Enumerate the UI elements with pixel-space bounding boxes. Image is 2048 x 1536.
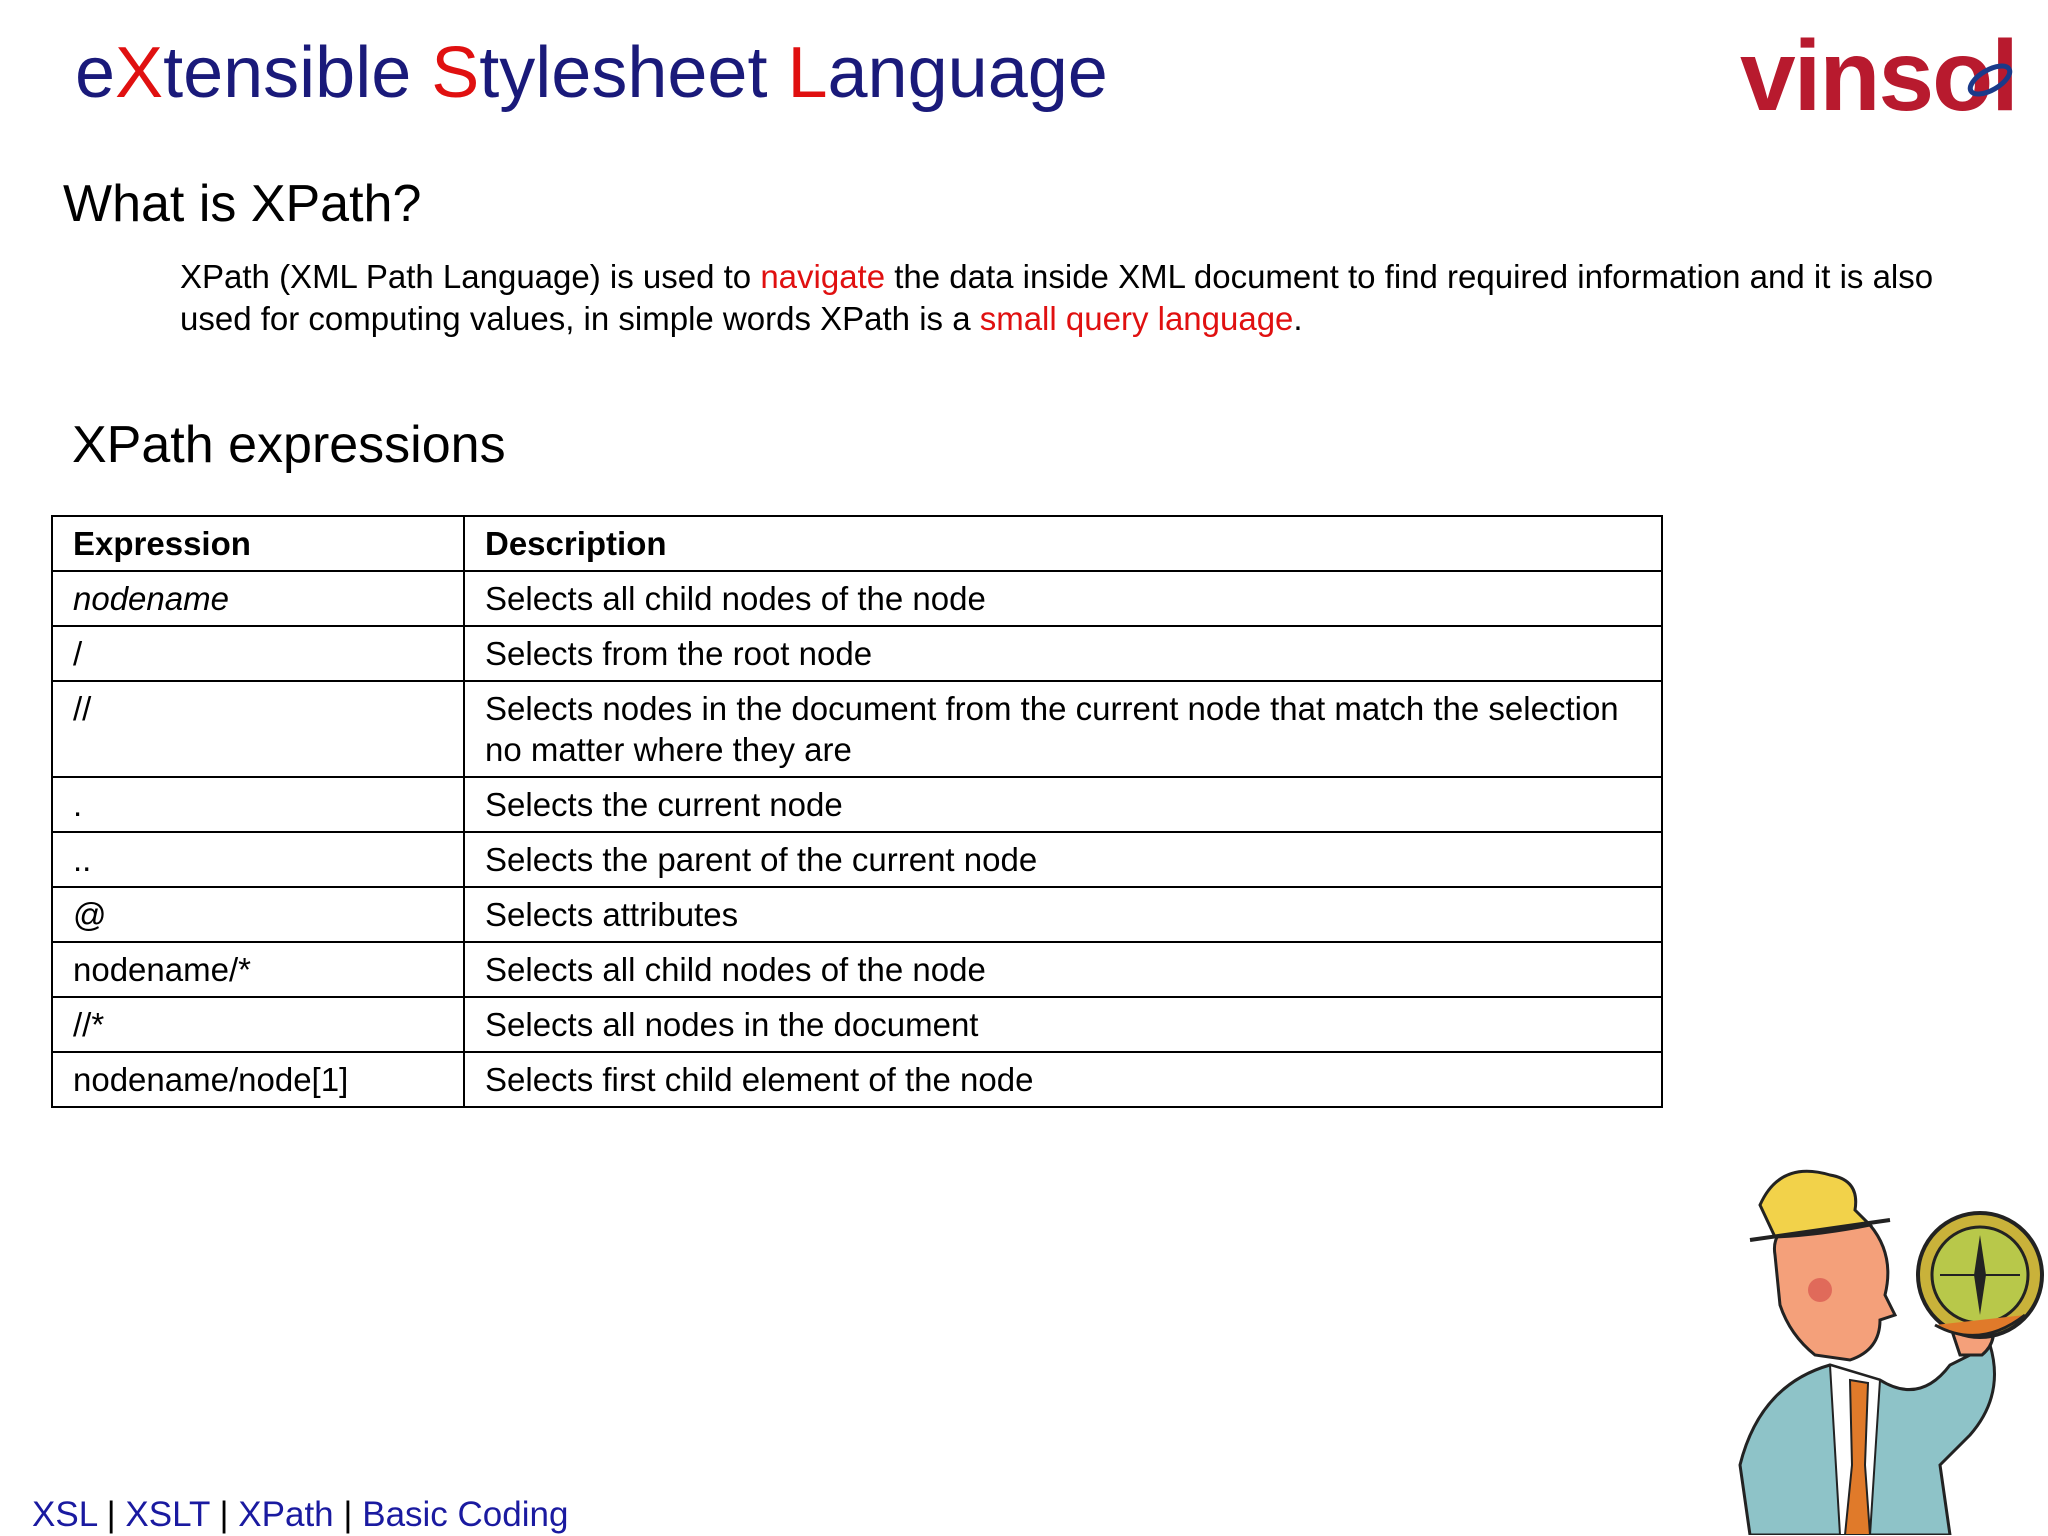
- title-part: S: [431, 33, 480, 113]
- title-part: X: [115, 33, 164, 113]
- xpath-expressions-heading: XPath expressions: [72, 416, 506, 474]
- intro-highlight: navigate: [760, 258, 886, 295]
- description-cell: Selects attributes: [464, 887, 1662, 942]
- table-row: [52, 997, 1662, 1052]
- expression-cell: ..: [52, 832, 464, 887]
- footer-separator: |: [106, 1495, 116, 1534]
- title-part: e: [75, 33, 116, 113]
- slide-title: [75, 28, 1108, 118]
- vinsol-logo: [1740, 18, 2040, 133]
- table-row: [52, 1052, 1662, 1107]
- description-cell: Selects from the root node: [464, 626, 1662, 681]
- table-row: [52, 887, 1662, 942]
- table-row: [52, 571, 1662, 626]
- intro-text: the data inside XML document to find required information and it is also used for computing values, in simple words XPath is a: [180, 258, 1934, 337]
- title-part: L: [787, 33, 828, 113]
- logo-text: vinsol: [1740, 20, 2017, 132]
- expression-cell: //: [52, 681, 464, 777]
- footer-link-basic-coding[interactable]: Basic Coding: [362, 1495, 569, 1534]
- column-header-description: Description: [464, 516, 1662, 571]
- description-cell: Selects the current node: [464, 777, 1662, 832]
- footer-separator: |: [343, 1495, 353, 1534]
- table-row: [52, 777, 1662, 832]
- footer-nav: [32, 1494, 568, 1536]
- expression-cell: /: [52, 626, 464, 681]
- table-row: [52, 626, 1662, 681]
- explorer-compass-clipart: [1720, 1165, 2048, 1535]
- xpath-intro-paragraph: [180, 256, 2000, 340]
- intro-highlight: small query language: [979, 300, 1294, 337]
- column-header-expression: Expression: [52, 516, 464, 571]
- title-part: tensible: [163, 33, 432, 113]
- expression-cell: nodename/*: [52, 942, 464, 997]
- description-cell: Selects first child element of the node: [464, 1052, 1662, 1107]
- description-cell: Selects all child nodes of the node: [464, 571, 1662, 626]
- xpath-expressions-table: [51, 515, 1663, 1108]
- expression-cell: //*: [52, 997, 464, 1052]
- title-part: anguage: [827, 33, 1108, 113]
- footer-separator: |: [219, 1495, 229, 1534]
- expression-cell: nodename: [52, 571, 464, 626]
- footer-link-xslt[interactable]: XSLT: [125, 1495, 210, 1534]
- footer-link-xpath[interactable]: XPath: [238, 1495, 334, 1534]
- expression-cell: @: [52, 887, 464, 942]
- description-cell: Selects all nodes in the document: [464, 997, 1662, 1052]
- description-cell: Selects all child nodes of the node: [464, 942, 1662, 997]
- description-cell: Selects nodes in the document from the current node that match the selection no matter where they are: [464, 681, 1662, 777]
- title-part: tylesheet: [479, 33, 788, 113]
- intro-text: XPath (XML Path Language) is used to: [180, 258, 761, 295]
- expression-cell: .: [52, 777, 464, 832]
- what-is-xpath-heading: What is XPath?: [63, 175, 422, 233]
- footer-link-xsl[interactable]: XSL: [32, 1495, 97, 1534]
- intro-text: .: [1293, 300, 1303, 337]
- table-row: [52, 832, 1662, 887]
- table-header-row: [52, 516, 1662, 571]
- table-row: [52, 942, 1662, 997]
- table-row: [52, 681, 1662, 777]
- expression-cell: nodename/node[1]: [52, 1052, 464, 1107]
- description-cell: Selects the parent of the current node: [464, 832, 1662, 887]
